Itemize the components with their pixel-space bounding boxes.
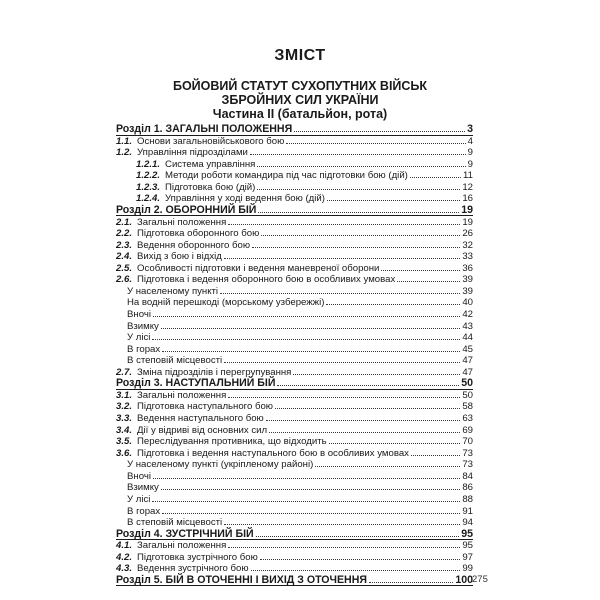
toc-entry-title: Особливості підготовки і ведення маневреної оборони (137, 262, 380, 274)
toc-dot-leader (293, 374, 460, 375)
toc-entry-page: 11 (463, 170, 473, 182)
toc-entry-page: 33 (462, 251, 473, 263)
toc-dot-leader (228, 224, 460, 225)
toc-entry-page: 43 (462, 320, 473, 332)
toc-dot-leader (162, 351, 460, 352)
toc-dot-leader (266, 420, 461, 421)
toc-entry-page: 86 (462, 482, 473, 494)
toc-entry-title: В степовій місцевості (127, 517, 223, 528)
toc-dot-leader (257, 166, 465, 167)
toc-entry-title: У лісі (127, 493, 151, 505)
toc-entry-page: 63 (462, 413, 473, 424)
toc-entry-title: Вночі (127, 470, 151, 482)
toc-entry-page: 36 (462, 262, 473, 274)
toc-entry-title: Загальні положення (137, 540, 227, 552)
toc-entry-page: 84 (462, 470, 473, 482)
toc-entry-number: 3.4. (116, 424, 133, 436)
toc-entry-page: 58 (462, 401, 473, 413)
toc-dot-leader (220, 293, 460, 294)
toc-entry-title: Зміна підрозділів і перегрупування (137, 366, 292, 378)
toc-entry-title: Методи роботи командира під час підготовки бою (дій) (165, 170, 408, 182)
toc-entry-title: Переслідування противника, що відходить (137, 436, 327, 448)
toc-entry-title: Ведення оборонного бою (137, 239, 251, 251)
page-number: 275 (472, 574, 488, 585)
toc-entry-page: 94 (462, 517, 473, 528)
toc-entry-title: Розділ 4. ЗУСТРІЧНИЙ БІЙ (116, 527, 254, 540)
toc-dot-leader (152, 501, 460, 502)
toc-entry-page: 9 (467, 147, 473, 159)
toc-entry-title: Ведення зустрічного бою (137, 563, 249, 575)
toc-entry-number: 2.2. (116, 228, 133, 239)
toc-entry-title: Система управління (165, 158, 256, 170)
toc-entry-title: Основи загальновійськового бою (137, 135, 285, 147)
toc-dot-leader (327, 200, 460, 201)
toc-entry-title: Взимку (127, 482, 159, 494)
toc-entry-number: 2.7. (116, 366, 133, 378)
toc-entry-page: 39 (462, 285, 473, 297)
toc-dot-leader (152, 339, 460, 340)
toc-dot-leader (277, 385, 459, 386)
toc-entry-title: Взимку (127, 320, 159, 332)
toc-entry-page: 9 (467, 158, 473, 170)
toc-entry-page: 39 (462, 274, 473, 286)
toc-entry-page: 45 (462, 343, 473, 355)
toc-entry-title: Вихід з бою і відхід (137, 251, 222, 263)
toc-entry-page: 50 (462, 389, 473, 401)
toc-dot-leader (329, 443, 461, 444)
toc-dot-leader (258, 212, 459, 213)
toc-entry-title: Управління у ході ведення бою (дій) (165, 193, 325, 205)
toc-entry-page: 19 (462, 216, 473, 228)
toc-dot-leader (153, 478, 460, 479)
toc-entry-title: Підготовка зустрічного бою (137, 551, 258, 563)
toc-entry-number: 1.2. (116, 147, 133, 159)
toc-entry-page: 44 (462, 332, 473, 344)
toc-dot-leader (410, 177, 461, 178)
toc-entry-number: 1.2.4. (136, 193, 161, 205)
toc-dot-leader (275, 408, 460, 409)
toc-entry-page: 95 (461, 527, 473, 540)
toc-entry-page: 70 (462, 436, 473, 448)
toc-entry-page: 47 (462, 355, 473, 367)
toc-dot-leader (397, 281, 460, 282)
toc-entry-page: 95 (462, 540, 473, 552)
toc-dot-leader (257, 189, 460, 190)
toc-entry-page: 88 (462, 493, 473, 505)
toc-dot-leader (250, 154, 466, 155)
toc-entry-title: У населеному пункті (127, 285, 219, 297)
toc-entry-title: Управління підрозділами (137, 147, 248, 159)
toc-dot-leader (260, 559, 461, 560)
toc-dot-leader (228, 547, 460, 548)
toc-entry-title: Розділ 5. БІЙ В ОТОЧЕННІ І ВИХІД З ОТОЧЕННЯ (116, 573, 367, 586)
toc-entry-number: 2.1. (116, 216, 133, 228)
toc-entry-number: 2.6. (116, 274, 133, 286)
toc-entry-number: 3.2. (116, 401, 133, 413)
book-title-line-2: ЗБРОЙНИХ СИЛ УКРАЇНИ (221, 93, 379, 107)
toc-dot-leader (294, 131, 465, 132)
toc-dot-leader (161, 328, 460, 329)
toc-entry-page: 12 (462, 181, 473, 193)
toc-dot-leader (224, 362, 460, 363)
toc-dot-leader (252, 247, 460, 248)
toc-dot-leader (161, 489, 460, 490)
toc-entry-number: 1.2.1. (136, 158, 161, 170)
toc-entry-title: Загальні положення (137, 216, 227, 228)
toc-entry-number: 3.1. (116, 389, 133, 401)
toc-entry-page: 50 (461, 377, 473, 390)
toc-entry-number: 1.2.2. (136, 170, 161, 182)
toc-entry-number: 3.6. (116, 447, 133, 459)
toc-entry-title: Розділ 3. НАСТУПАЛЬНИЙ БІЙ (116, 377, 276, 390)
toc-entry-title: Загальні положення (137, 389, 227, 401)
toc-entry-title: В степовій місцевості (127, 355, 223, 367)
toc-entry-page: 40 (462, 297, 473, 309)
toc-entry-number: 3.3. (116, 413, 133, 424)
toc-entry-title: Ведення наступального бою (137, 413, 264, 424)
book-part-title: Частина ІІ (батальйон, рота) (212, 107, 388, 121)
toc-entry-title: Розділ 2. ОБОРОННИЙ БІЙ (116, 203, 257, 216)
toc-entry-page: 16 (462, 193, 473, 205)
toc-dot-leader (286, 143, 465, 144)
toc-dot-leader (381, 270, 460, 271)
toc-entry-number: 4.2. (116, 551, 133, 563)
toc-entry-title: Підготовка і ведення наступального бою в особливих умовах (137, 447, 409, 459)
toc-entry-page: 100 (455, 573, 473, 586)
toc-dot-leader (224, 524, 460, 525)
toc-dot-leader (153, 316, 460, 317)
toc-entry-page: 4 (467, 135, 473, 147)
toc-entry-page: 73 (462, 447, 473, 459)
toc-entry-title: Підготовка бою (дій) (165, 181, 256, 193)
toc-dot-leader (315, 466, 460, 467)
toc-entry-number: 2.3. (116, 239, 133, 251)
toc-entry-number: 3.5. (116, 436, 133, 448)
toc-section-entry (116, 573, 473, 586)
toc-entry-title: У лісі (127, 332, 151, 344)
toc-entry-page: 19 (461, 203, 473, 216)
toc-entry-page: 99 (462, 563, 473, 575)
toc-dot-leader (256, 536, 460, 537)
toc-entry-number: 4.1. (116, 540, 133, 552)
toc-entry-title: Розділ 1. ЗАГАЛЬНІ ПОЛОЖЕННЯ (116, 123, 293, 135)
toc-dot-leader (326, 304, 460, 305)
toc-entry-title: Підготовка і ведення оборонного бою в особливих умовах (137, 274, 396, 286)
book-title-line-1: БОЙОВИЙ СТАТУТ СУХОПУТНИХ ВІЙСЬК (172, 79, 428, 93)
toc-dot-leader (162, 513, 460, 514)
toc-entry-page: 97 (462, 551, 473, 563)
toc-entry-page: 32 (462, 239, 473, 251)
toc-entry-title: В горах (127, 343, 161, 355)
toc-entry-page: 42 (462, 309, 473, 320)
toc-entry-title: В горах (127, 505, 161, 517)
toc-entry-page: 91 (462, 505, 473, 517)
toc-entry-number: 4.3. (116, 563, 133, 575)
toc-dot-leader (261, 235, 460, 236)
toc-entry-title: Вночі (127, 309, 151, 320)
toc-dot-leader (224, 258, 460, 259)
toc-dot-leader (269, 432, 460, 433)
toc-entry-page: 73 (462, 459, 473, 471)
toc-entry-number: 1.2.3. (136, 181, 161, 193)
section-divider (116, 585, 473, 586)
toc-entry-number: 1.1. (116, 135, 133, 147)
toc-entry-title: Підготовка наступального бою (137, 401, 273, 413)
toc-entry-page: 47 (462, 366, 473, 378)
toc-dot-leader (251, 570, 461, 571)
toc-dot-leader (369, 582, 453, 583)
toc-entry-title: Дії у відриві від основних сил (137, 424, 268, 436)
toc-dot-leader (228, 397, 460, 398)
toc-entry-title: У населеному пункті (укріпленому районі) (127, 459, 314, 471)
contents-heading: ЗМІСТ (274, 47, 326, 64)
toc-entry-page: 69 (462, 424, 473, 436)
toc-entry-number: 2.4. (116, 251, 133, 263)
toc-entry-title: На водній перешкоді (морському узбережжі) (127, 297, 325, 309)
toc-entry-title: Підготовка оборонного бою (137, 228, 260, 239)
toc-entry-page: 3 (467, 123, 473, 135)
toc-entry-page: 26 (462, 228, 473, 239)
toc-entry-number: 2.5. (116, 262, 133, 274)
toc-dot-leader (411, 455, 460, 456)
